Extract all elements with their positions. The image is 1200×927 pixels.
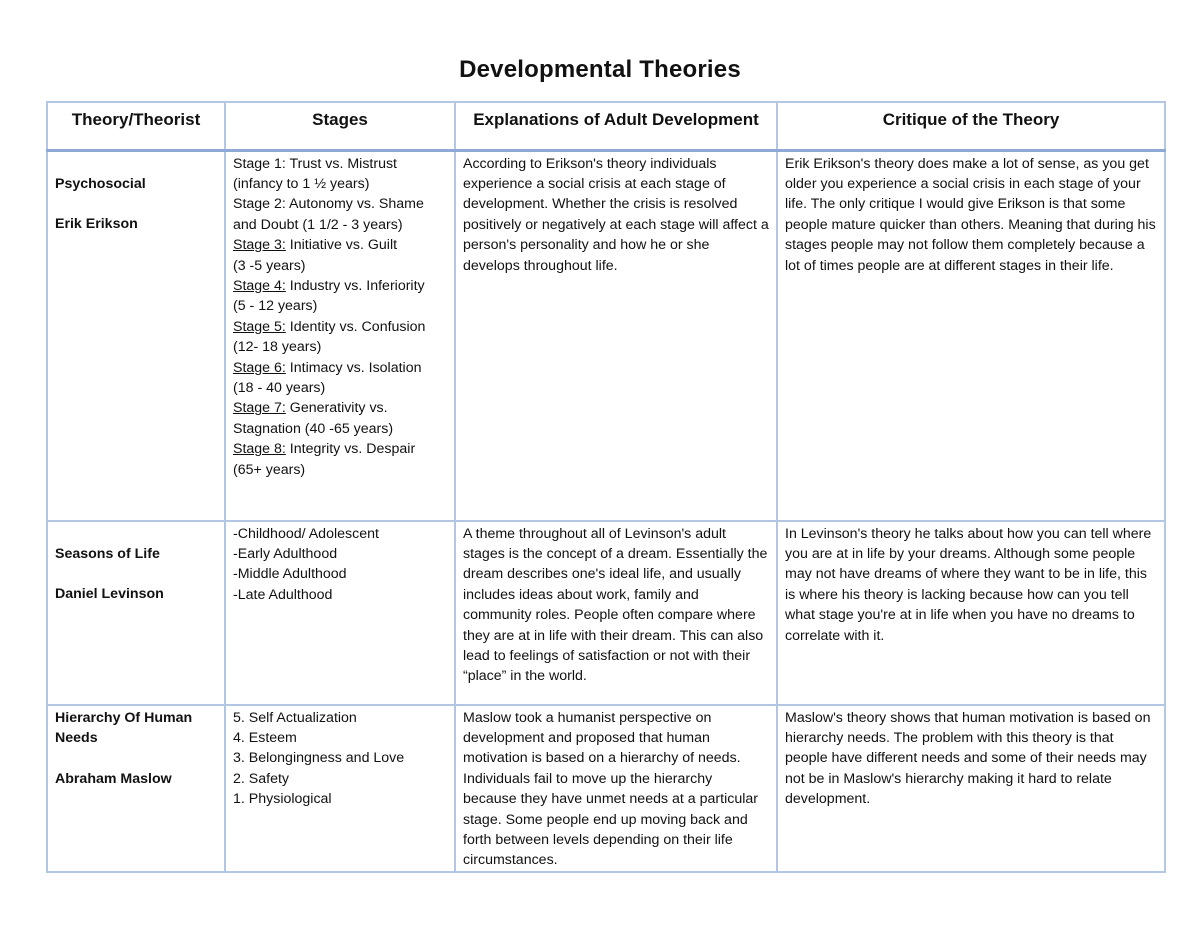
stage-item: [233, 296, 447, 316]
theorist-name: Erik Erikson: [55, 216, 138, 233]
stages-cell: [225, 150, 455, 521]
theorist-name: Daniel Levinson: [55, 586, 164, 603]
stage-item: [233, 337, 447, 357]
stage-text: 1. Physiological: [233, 791, 332, 808]
stage-label: Stage 4:: [233, 277, 286, 294]
stage-label: Stage 8:: [233, 441, 286, 458]
stage-label: Stage 1:: [233, 155, 286, 172]
explanation-cell: A theme throughout all of Levinson's adult stages is the concept of a dream. Essentially the dream describes one's ideal life, and usually includes ideas about work, family and community roles. People often compare where they are at in life with their dream. This can also lead to feelings of satisfaction or not with their “place” in the world.: [455, 521, 777, 705]
table-header-row: [47, 102, 1165, 150]
stage-text: Generativity vs. Stagnation (40 -65 years): [233, 400, 394, 437]
stage-item: [233, 276, 447, 296]
stage-text: 4. Esteem: [233, 729, 297, 746]
stage-item: [233, 194, 447, 235]
theory-name: Seasons of Life: [55, 545, 160, 562]
stage-text: 3. Belongingness and Love: [233, 750, 405, 767]
stage-item: [233, 544, 447, 564]
table-row: [47, 150, 1165, 521]
stage-label: Stage 5:: [233, 318, 286, 335]
stage-item: [233, 378, 447, 398]
stage-label: Stage 7:: [233, 400, 286, 417]
stage-text: Initiative vs. Guilt: [285, 237, 398, 254]
header-explanations: Explanations of Adult Development: [455, 102, 777, 150]
theorist-cell: [47, 705, 225, 872]
stage-text: Autonomy vs. Shame and Doubt (1 1/2 - 3 years): [233, 196, 424, 233]
critique-cell: Maslow's theory shows that human motivation is based on hierarchy needs. The problem with this theory is that people have different needs and some of their needs may not be in Maslow's hierarchy making it hard to relate development.: [777, 705, 1165, 872]
stage-text: Trust vs. Mistrust: [285, 155, 398, 172]
explanation-cell: According to Erikson's theory individuals experience a social crisis at each stage of development. Whether the crisis is resolved positively or negatively at each stage will affect a person's personality and how he or she develops throughout life.: [455, 150, 777, 521]
stage-text: 5. Self Actualization: [233, 709, 357, 726]
stage-text: -Middle Adulthood: [233, 566, 347, 583]
stage-text: 2. Safety: [233, 770, 289, 787]
theorist-name: Abraham Maslow: [55, 770, 172, 787]
theory-name: Psychosocial: [55, 175, 146, 192]
stage-text: Industry vs. Inferiority: [285, 277, 425, 294]
stage-item: [233, 524, 447, 544]
stage-text: -Early Adulthood: [233, 545, 338, 562]
stage-text: (3 -5 years): [233, 257, 306, 274]
stage-text: Identity vs. Confusion: [285, 318, 426, 335]
stage-text: Integrity vs. Despair: [285, 441, 416, 458]
stage-item: [233, 235, 447, 255]
stage-text: (infancy to 1 ½ years): [233, 175, 370, 192]
header-theorist: Theory/Theorist: [47, 102, 225, 150]
stage-label: Stage 6:: [233, 359, 286, 376]
stage-item: [233, 256, 447, 276]
stage-item: [233, 154, 447, 174]
stage-item: [233, 439, 447, 459]
stage-label: Stage 3:: [233, 237, 286, 254]
header-critique: Critique of the Theory: [777, 102, 1165, 150]
stages-cell: [225, 705, 455, 872]
stage-item: [233, 708, 447, 728]
table-row: [47, 705, 1165, 872]
stage-text: -Late Adulthood: [233, 586, 333, 603]
explanation-cell: Maslow took a humanist perspective on development and proposed that human motivation is based on a hierarchy of needs. Individuals fail to move up the hierarchy because they have unmet needs at a particular stage. Some people end up moving back and forth between levels depending on their life circumstances.: [455, 705, 777, 872]
stage-item: [233, 317, 447, 337]
header-stages: Stages: [225, 102, 455, 150]
theory-name: Hierarchy Of Human Needs: [55, 709, 193, 746]
theorist-cell: [47, 521, 225, 705]
stage-item: [233, 585, 447, 605]
table-row: [47, 521, 1165, 705]
stage-item: [233, 789, 447, 809]
stage-item: [233, 728, 447, 748]
theories-table: [46, 101, 1166, 873]
stage-item: [233, 748, 447, 768]
document-title: Developmental Theories: [459, 56, 741, 83]
stage-item: [233, 460, 447, 480]
stage-item: [233, 769, 447, 789]
stage-item: [233, 174, 447, 194]
stage-item: [233, 564, 447, 584]
stage-text: (65+ years): [233, 461, 306, 478]
stage-text: Intimacy vs. Isolation: [285, 359, 422, 376]
critique-cell: In Levinson's theory he talks about how you can tell where you are at in life by your dreams. Although some people may not have dreams of where they want to be in life, this is where his theory is lacking because how can you tell what stage you're at in life when you have no dreams to correlate with it.: [777, 521, 1165, 705]
stage-item: [233, 398, 447, 439]
stage-label: Stage 2:: [233, 196, 286, 213]
stage-text: (12- 18 years): [233, 339, 322, 356]
theorist-cell: [47, 150, 225, 521]
stage-item: [233, 358, 447, 378]
stage-text: (18 - 40 years): [233, 379, 326, 396]
critique-cell: Erik Erikson's theory does make a lot of sense, as you get older you experience a social crisis in each stage of your life. The only critique I would give Erikson is that some people mature quicker than others. Meaning that during his stages people may not follow them completely because a lot of times people are at different stages in their life.: [777, 150, 1165, 521]
stage-text: (5 - 12 years): [233, 298, 318, 315]
stages-cell: [225, 521, 455, 705]
stage-text: -Childhood/ Adolescent: [233, 525, 379, 542]
